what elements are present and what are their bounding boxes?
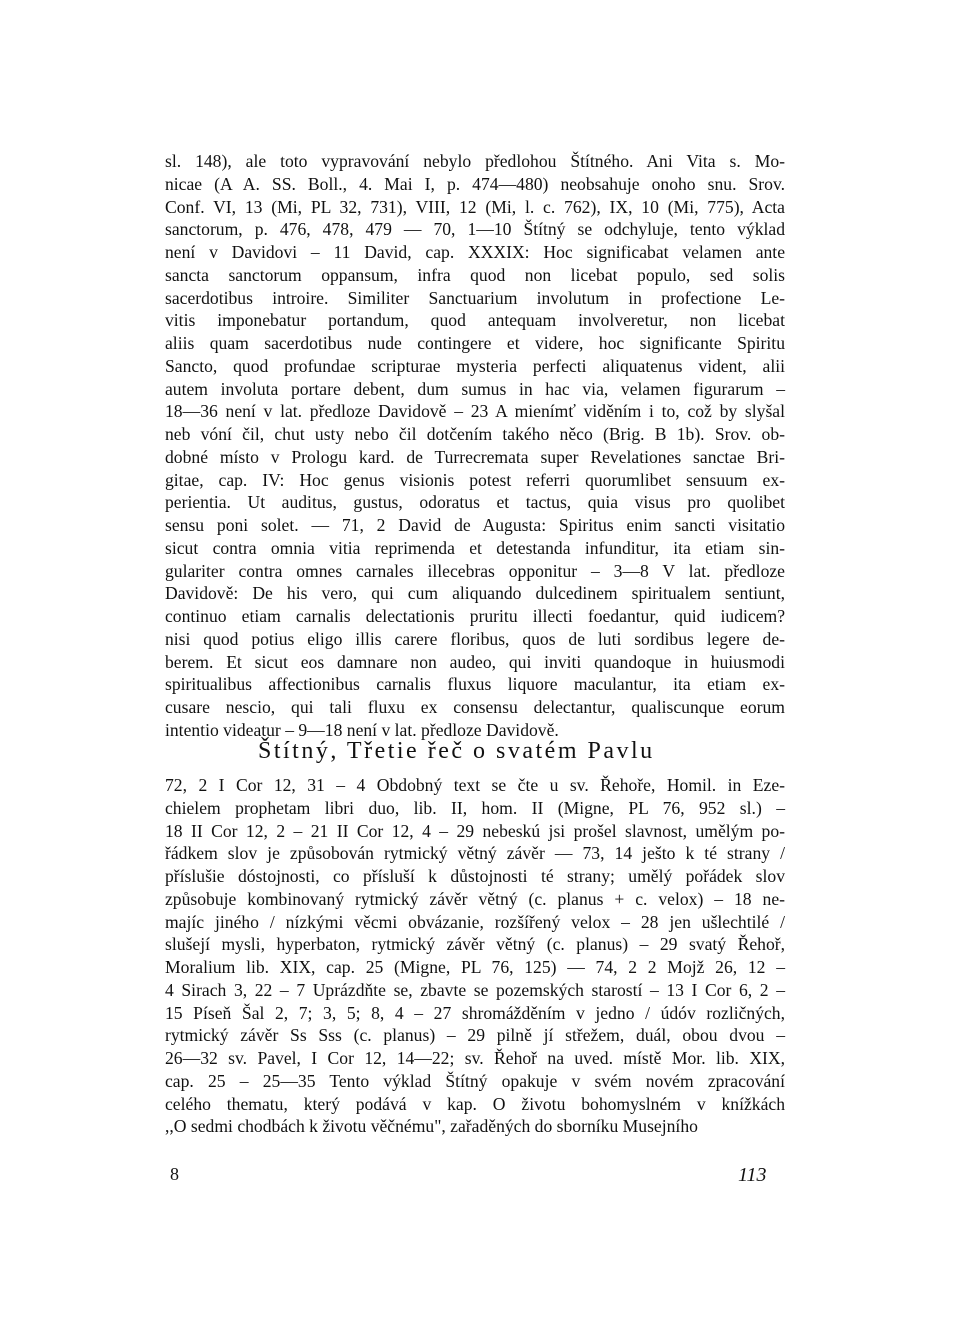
commentary-block bbox=[165, 150, 785, 742]
page-number: 113 bbox=[738, 1164, 767, 1186]
commentary-line: vitis imponebatur portandum, quod antequam involveretur, non licebat bbox=[165, 310, 785, 331]
note-line: řádkem slov je způsobován rytmický větný závěr — 73, 14 ješto k té strany / bbox=[165, 843, 785, 864]
commentary-line: berem. Et sicut eos damnare non audeo, qui inviti quandoque in huiusmodi bbox=[165, 651, 785, 672]
commentary-line: sicut contra omnia vitia reprimenda et detestanda infunditur, ita etiam sin- bbox=[165, 537, 785, 558]
note-line: majíc jiného / nízkými věcmi obvázanie, rozšířený velox – 28 jen ušlechtilé / bbox=[165, 911, 785, 932]
note-line: 72, 2 I Cor 12, 31 – 4 Obdobný text se čte u sv. Řehoře, Homil. in Eze- bbox=[165, 775, 785, 795]
commentary-line: neb vóní čil, chut usty nebo čil dotčením takého něco (Brig. B 1b). Srov. ob- bbox=[165, 424, 785, 444]
commentary-line: continuo etiam carnalis delectationis pruritu illecti foedantur, quid iudicem? bbox=[165, 606, 785, 626]
commentary-line: cusare nescio, qui tali fluxu ex consensu delectantur, qualiscunque eorum bbox=[165, 697, 785, 717]
commentary-line: gulariter contra omnes carnales illecebras opponitur – 3—8 V lat. předloze bbox=[165, 560, 785, 581]
commentary-line: 18—36 není v lat. předloze Davidově – 23 A mienímť viděním i to, což by slyšal bbox=[165, 401, 785, 422]
commentary-line: Sancto, quod profundae scripturae mysteria perfecti aliquatenus vident, alii bbox=[165, 355, 785, 376]
commentary-line: gitae, cap. IV: Hoc genus visionis potest referri quorumlibet sensuum ex- bbox=[165, 469, 785, 490]
commentary-line: perientia. Ut auditus, gustus, odoratus et tactus, quia visus pro quolibet bbox=[165, 492, 785, 513]
notes-block bbox=[165, 774, 785, 1138]
commentary-line: sl. 148), ale toto vypravování nebylo předlohou Štítného. Ani Vita s. Mo- bbox=[165, 151, 785, 171]
commentary-line: aliis quam sacerdotibus nude contingere et videre, hoc significante Spiritu bbox=[165, 333, 785, 353]
commentary-line: autem involuta portare debent, dum sumus in hac via, velamen figurarum – bbox=[165, 378, 785, 399]
commentary-line: dobné místo v Prologu kard. de Turrecremata super Revelationes sanctae Bri- bbox=[165, 446, 785, 467]
commentary-line: sacerdotibus introire. Similiter Sanctuarium involutum in profectione Le- bbox=[165, 287, 785, 308]
note-line: rytmický závěr Ss Sss (c. planus) – 29 pilně jí střežem, duál, obou dvou – bbox=[165, 1025, 785, 1046]
note-line: 4 Sirach 3, 22 – 7 Uprázdňte se, zbavte se pozemských starostí – 13 I Cor 6, 2 – bbox=[165, 979, 785, 1000]
commentary-line: sancta sanctorum oppansum, infra quod non licebat populo, sed solis bbox=[165, 264, 785, 285]
note-line: celého thematu, který podává v kap. O životu bohomyslném v knížkách bbox=[165, 1093, 785, 1114]
note-line: ,,O sedmi chodbách k životu věčnému", zařaděných do sborníku Musejního bbox=[165, 1116, 698, 1137]
commentary-line: sanctorum, p. 476, 478, 479 — 70, 1—10 Štítný se odchyluje, tento výklad bbox=[165, 219, 785, 240]
note-line: způsobuje kombinovaný rytmický závěr větný (c. planus + c. velox) – 18 ne- bbox=[165, 888, 785, 909]
commentary-line: není v Davidovi – 11 David, cap. XXXIX: Hoc significabat velamen ante bbox=[165, 242, 785, 262]
note-line: cap. 25 – 25—35 Tento výklad Štítný opakuje v svém novém zpracování bbox=[165, 1070, 785, 1091]
note-line: 15 Píseň Šal 2, 7; 3, 5; 8, 4 – 27 shromážděním v jedno / údóv rozličných, bbox=[165, 1002, 785, 1023]
commentary-line: Conf. VI, 13 (Mi, PL 32, 731), VIII, 12 (Mi, l. c. 762), IX, 10 (Mi, 775), Acta bbox=[165, 196, 785, 217]
note-line: slušejí mysli, hyperbaton, rytmický závěr větný (c. planus) – 29 svatý Řehoř, bbox=[165, 934, 785, 955]
section-heading: Štítný, Třetie řeč o svatém Pavlu bbox=[258, 738, 655, 764]
commentary-line: spiritualibus affectionibus carnalis fluxus liquore maculantur, ita etiam ex- bbox=[165, 674, 785, 695]
commentary-line: nisi quod potius eligo illis carere floribus, quos de luti sordibus legere de- bbox=[165, 628, 785, 649]
note-line: příslušie dóstojnosti, co přísluší k důstojnosti té strany; umělý pořádek slov bbox=[165, 866, 785, 886]
note-line: Moralium lib. XIX, cap. 25 (Migne, PL 76, 125) — 74, 2 2 Mojž 26, 12 – bbox=[165, 957, 785, 977]
commentary-line: intentio videatur – 9—18 není v lat. předloze Davidově. bbox=[165, 719, 559, 740]
note-line: chielem prophetam libri duo, lib. II, hom. II (Migne, PL 76, 952 sl.) – bbox=[165, 797, 785, 818]
folio-left: 8 bbox=[170, 1164, 179, 1184]
commentary-line: sensu poni solet. — 71, 2 David de Augusta: Spiritus enim sancti visitatio bbox=[165, 515, 785, 535]
commentary-line: nicae (A A. SS. Boll., 4. Mai I, p. 474—480) neobsahuje onoho snu. Srov. bbox=[165, 173, 785, 194]
note-line: 26—32 sv. Pavel, I Cor 12, 14—22; sv. Řehoř na uved. místě Mor. lib. XIX, bbox=[165, 1048, 785, 1068]
commentary-line: Davidově: De his vero, qui cum aliquando dulcedinem spiritualem sentiunt, bbox=[165, 583, 785, 604]
note-line: 18 II Cor 12, 2 – 21 II Cor 12, 4 – 29 nebeskú jsi prošel slavnost, umělým po- bbox=[165, 820, 785, 841]
